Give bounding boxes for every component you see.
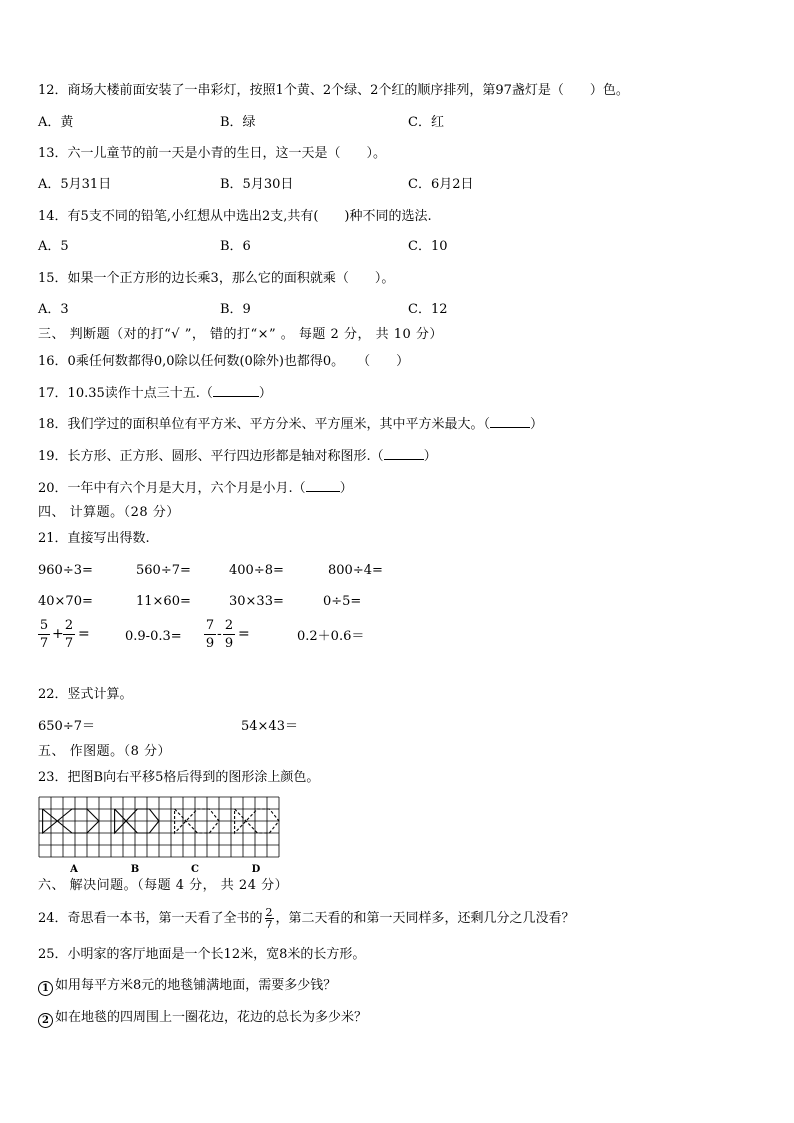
grid-label-b: B	[130, 864, 140, 875]
calc-7: 30×33=	[229, 594, 284, 609]
question-16: 16．0乘任何数都得0,0除以任何数(0除外)也都得0。 （ ）	[38, 354, 410, 369]
calc-decimal-subtract: 0.9-0.3=	[125, 629, 182, 644]
minus-sign: -	[217, 626, 222, 642]
calc-5: 40×70=	[38, 594, 93, 609]
q15-option-a: A．3	[38, 302, 69, 317]
fraction-5-7: 5 7	[39, 618, 49, 651]
q14-option-c: C．10	[408, 239, 448, 254]
section-6-heading: 六、 解决问题。（每题 4 分， 共 24 分）	[38, 878, 289, 893]
q15-option-c: C．12	[408, 302, 448, 317]
calc-1: 960÷3=	[38, 563, 93, 578]
question-22: 22．竖式计算。	[38, 687, 133, 702]
question-12: 12．商场大楼前面安装了一串彩灯，按照1个黄、2个绿、2个红的顺序排列，第97盏灯是（ ）色。	[38, 83, 629, 98]
grid-label-c: C	[191, 864, 199, 875]
q12-option-c: C．红	[408, 115, 444, 130]
q13-option-b: B．5月30日	[220, 177, 294, 192]
circled-number-1: 1	[38, 981, 53, 996]
fraction-2-9: 2 9	[224, 618, 234, 651]
q15-option-b: B．9	[220, 302, 251, 317]
question-25-part-1: 1 如用每平方米8元的地毯铺满地面，需要多少钱？	[38, 977, 336, 996]
question-15: 15．如果一个正方形的边长乘3，那么它的面积就乘（ ）。	[38, 271, 395, 286]
q13-option-c: C．6月2日	[408, 177, 474, 192]
question-23: 23．把图B向右平移5格后得到的图形涂上颜色。	[38, 770, 320, 785]
q14-option-a: A．5	[38, 239, 69, 254]
question-20: 20．一年中有六个月是大月，六个月是小月.（ ）	[38, 481, 353, 496]
grid-figure	[38, 796, 283, 876]
q14-option-b: B．6	[220, 239, 251, 254]
grid-label-a: A	[70, 864, 78, 875]
vertical-calc-1: 650÷7＝	[38, 719, 95, 734]
circled-number-2: 2	[38, 1013, 53, 1028]
q13-option-a: A．5月31日	[38, 177, 112, 192]
calc-6: 11×60=	[136, 594, 191, 609]
calc-8: 0÷5=	[323, 594, 362, 609]
question-25-part-2: 2 如在地毯的四周围上一圈花边，花边的总长为多少米？	[38, 1009, 367, 1028]
calc-3: 400÷8=	[229, 563, 284, 578]
equals-sign-2: =	[238, 626, 250, 642]
grid-label-d: D	[251, 864, 261, 875]
q12-option-a: A．黄	[38, 115, 74, 130]
question-18: 18．我们学过的面积单位有平方米、平方分米、平方厘米，其中平方米最大。（ ）	[38, 417, 544, 432]
q12-option-b: B．绿	[220, 115, 256, 130]
section-4-heading: 四、 计算题。（28 分）	[38, 505, 180, 520]
fraction-7-9: 7 9	[205, 618, 215, 651]
question-13: 13．六一儿童节的前一天是小青的生日，这一天是（ ）。	[38, 146, 387, 161]
question-21: 21．直接写出得数.	[38, 531, 150, 546]
plus-sign: +	[52, 626, 64, 642]
question-24: 24．奇思看一本书，第一天看了全书的 $\frac{2}{7}$ ，第二天看的和第一天同样多，还剩几分之几没看？	[38, 906, 575, 931]
question-17: 17．10.35读作十点三十五.（ ）	[38, 386, 272, 401]
section-5-heading: 五、 作图题。（8 分）	[38, 744, 172, 759]
vertical-calc-2: 54×43＝	[241, 719, 298, 734]
calc-4: 800÷4=	[328, 563, 383, 578]
section-3-heading: 三、 判断题（对的打“√ ”， 错的打“×” 。 每题 2 分， 共 10 分）	[38, 327, 443, 342]
fraction-2-7: 2 7	[64, 618, 74, 651]
question-25: 25．小明家的客厅地面是一个长12米，宽8米的长方形。	[38, 947, 366, 962]
fraction-2-7-q24: $\frac{2}{7}$	[265, 906, 273, 931]
question-19: 19．长方形、正方形、圆形、平行四边形都是轴对称图形.（ ）	[38, 449, 437, 464]
equals-sign: =	[78, 626, 90, 642]
calc-2: 560÷7=	[136, 563, 191, 578]
calc-decimal-add: 0.2＋0.6＝	[297, 629, 365, 644]
question-14: 14．有5支不同的铅笔,小红想从中选出2支,共有( )种不同的选法.	[38, 209, 432, 224]
